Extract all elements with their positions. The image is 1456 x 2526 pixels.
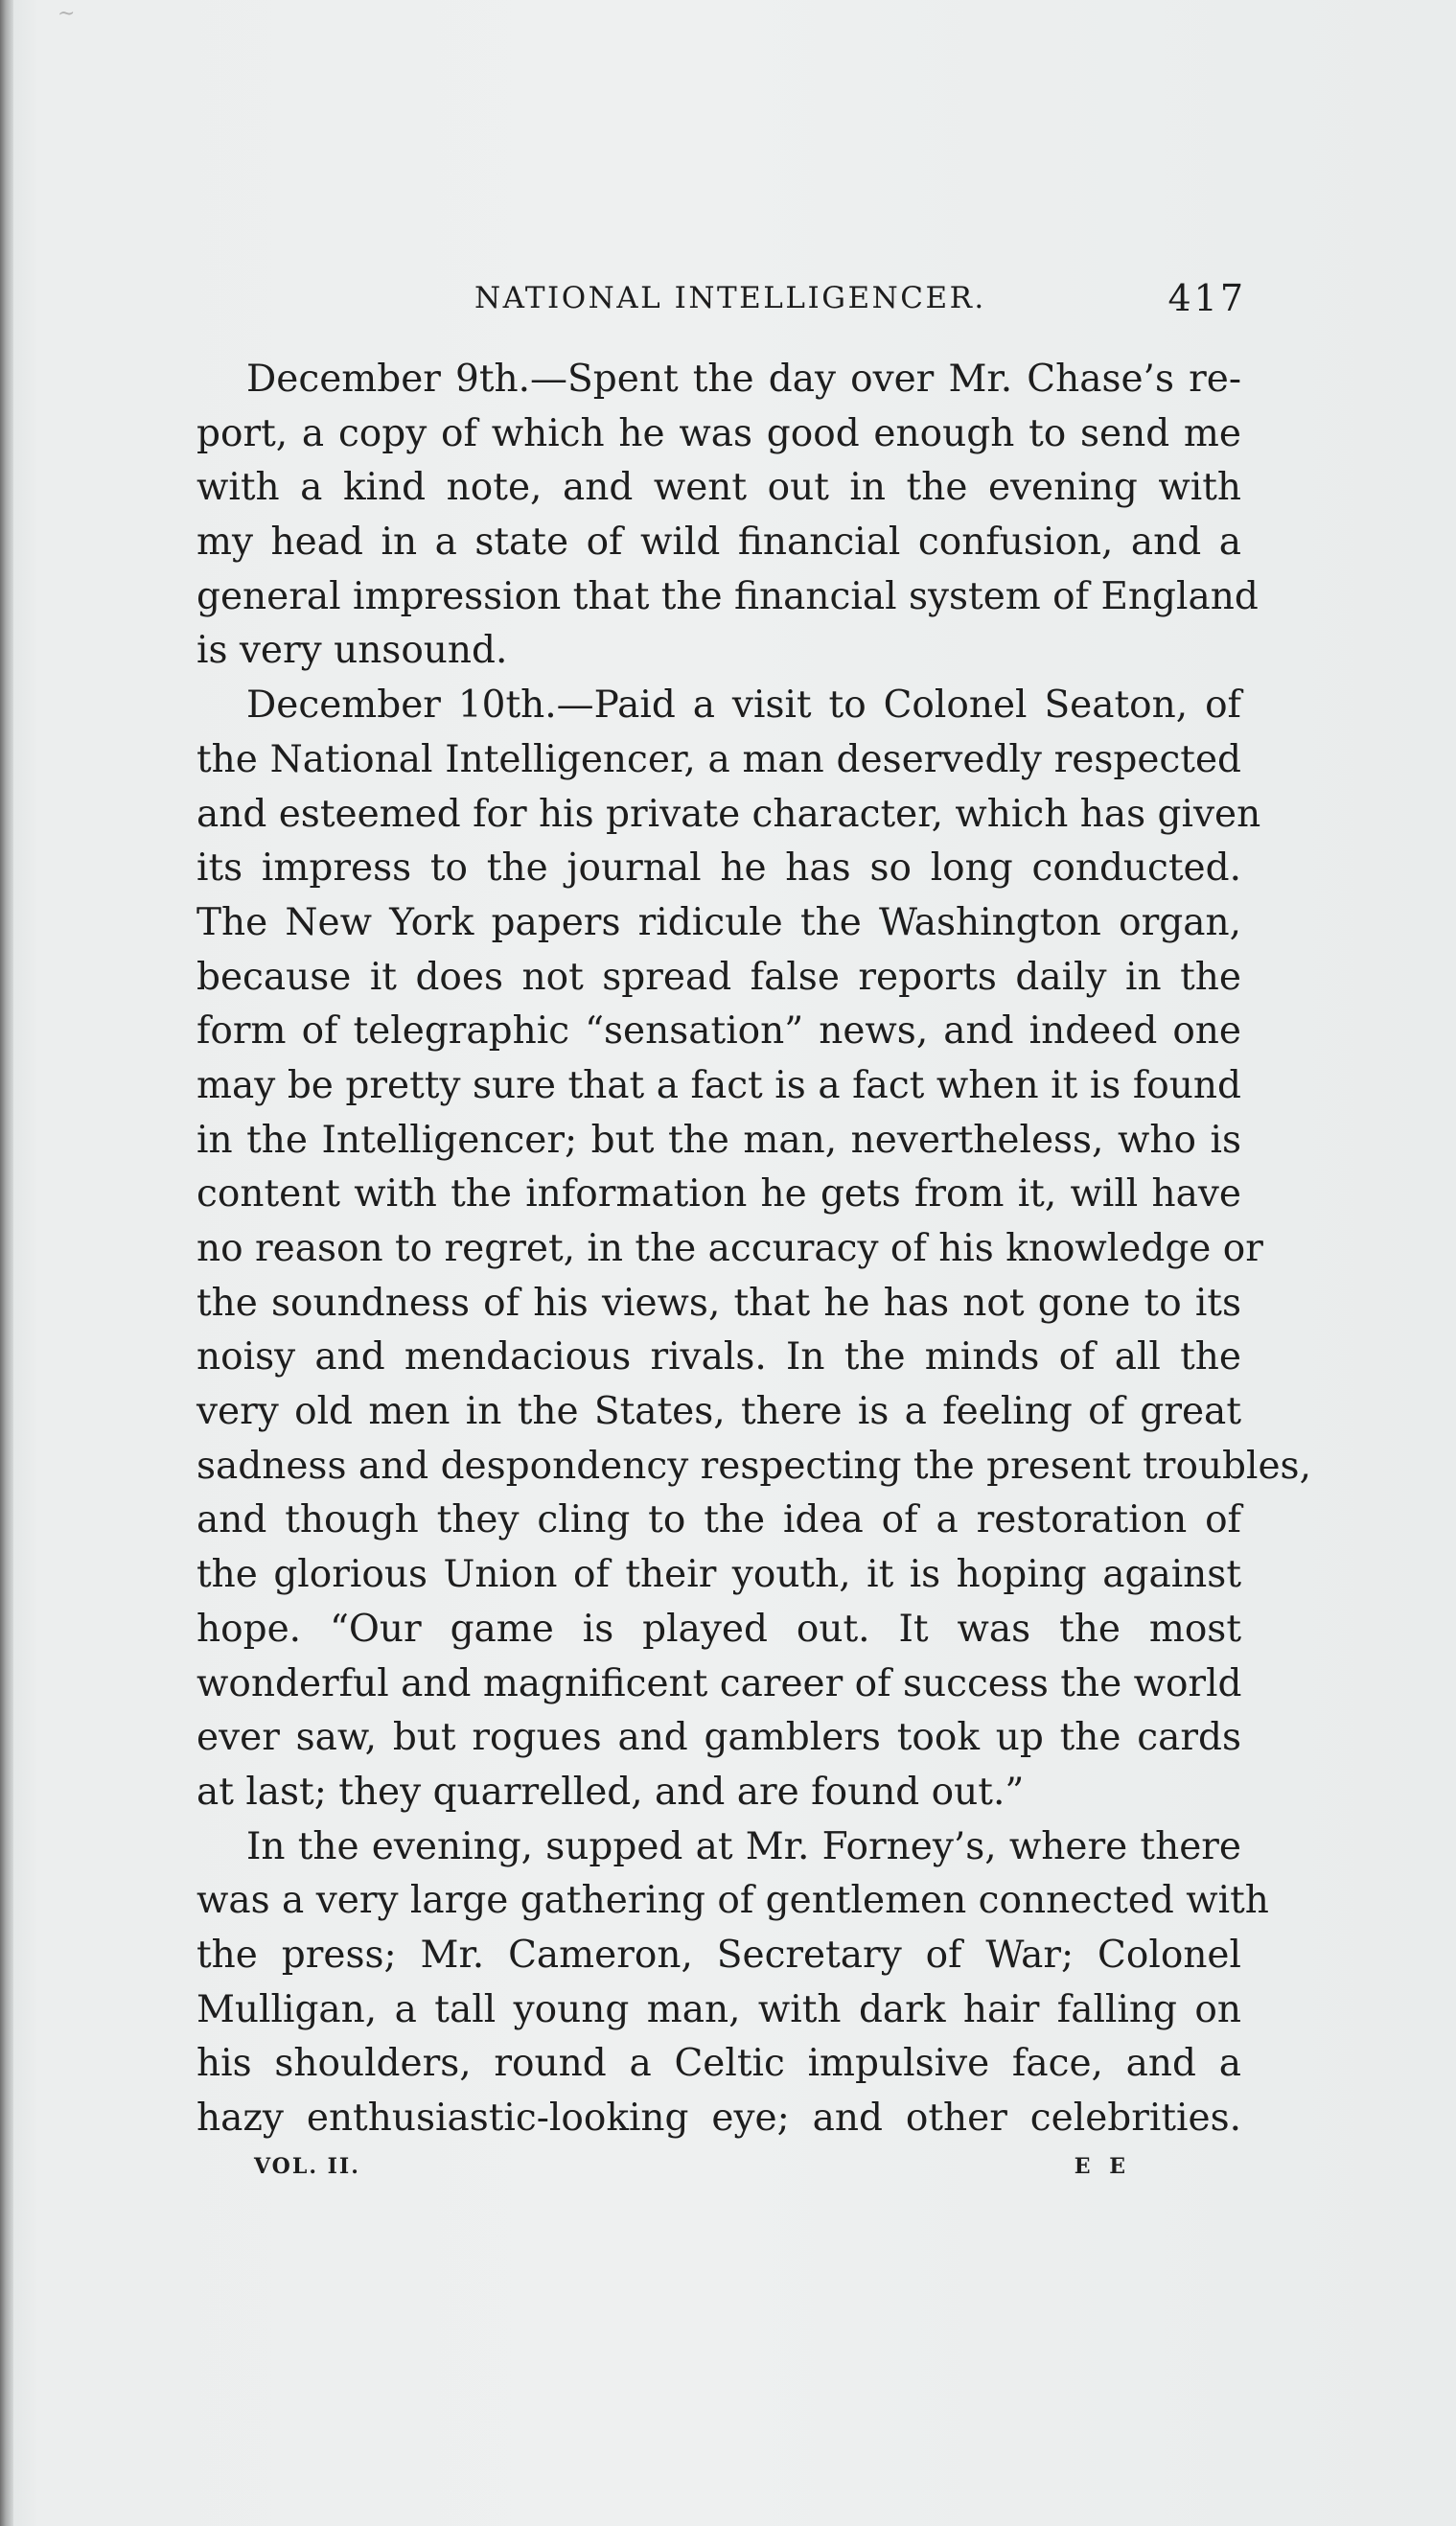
text-line: Mulligan, a tall young man, with dark hair falling on <box>196 1987 1241 2031</box>
text-line: with a kind note, and went out in the evening with <box>196 466 1241 510</box>
page-footer <box>254 2154 1131 2183</box>
text-line: form of telegraphic “sensation” news, and indeed one <box>196 1009 1241 1054</box>
volume-label: VOL. II. <box>254 2154 360 2179</box>
text-line: its impress to the journal he has so long conducted. <box>196 846 1241 891</box>
text-line: the press; Mr. Cameron, Secretary of War; Colonel <box>196 1933 1241 1977</box>
page-header <box>474 277 1246 319</box>
page-number: 417 <box>1167 277 1246 319</box>
text-line: because it does not spread false reports daily in the <box>196 955 1241 999</box>
text-line: may be pretty sure that a fact is a fact when it is found <box>196 1063 1241 1107</box>
text-line: the glorious Union of their youth, it is hoping against <box>196 1553 1241 1597</box>
text-line: ever saw, but rogues and gamblers took up the cards <box>196 1716 1241 1760</box>
text-line: port, a copy of which he was good enough to send me <box>196 411 1241 455</box>
text-line: and esteemed for his private character, which has given <box>196 792 1261 836</box>
text-line: hope. “Our game is played out. It was the most <box>196 1607 1241 1651</box>
pencil-mark-decoration: ~ <box>58 2 76 26</box>
text-line: my head in a state of wild financial confusion, and a <box>196 521 1241 565</box>
body-text <box>196 353 1311 2146</box>
text-line: sadness and despondency respecting the present troubles, <box>196 1444 1311 1488</box>
text-line: The New York papers ridicule the Washington organ, <box>196 900 1241 944</box>
text-line: very old men in the States, there is a feeling of great <box>196 1390 1241 1434</box>
text-line: hazy enthusiastic-looking eye; and other celebrities. <box>196 2097 1241 2140</box>
text-line: was a very large gathering of gentlemen connected with <box>196 1879 1269 1923</box>
text-line: his shoulders, round a Celtic impulsive face, and a <box>196 2042 1241 2086</box>
text-line: at last; they quarrelled, and are found out.” <box>196 1770 1025 1814</box>
binding-edge <box>0 0 13 2526</box>
text-line: In the evening, supped at Mr. Forney’s, where there <box>246 1824 1241 1868</box>
text-line: and though they cling to the idea of a restoration of <box>196 1498 1241 1542</box>
text-line: the soundness of his views, that he has not gone to its <box>196 1281 1241 1325</box>
text-line: December 10th.—Paid a visit to Colonel Seaton, of <box>246 684 1241 728</box>
signature-mark: E E <box>1074 2154 1131 2179</box>
text-line: December 9th.—Spent the day over Mr. Chase’s re- <box>246 358 1241 401</box>
text-line: general impression that the financial system of England <box>196 574 1259 618</box>
text-line: wonderful and magnificent career of success the world <box>196 1661 1242 1705</box>
text-line: in the Intelligencer; but the man, nevertheless, who is <box>196 1118 1241 1162</box>
text-line: no reason to regret, in the accuracy of his knowledge or <box>196 1227 1263 1270</box>
text-line: content with the information he gets from it, will have <box>196 1172 1241 1217</box>
text-line: is very unsound. <box>196 629 508 673</box>
running-head: NATIONAL INTELLIGENCER. <box>474 281 986 315</box>
text-line: the National Intelligencer, a man deservedly respected <box>196 737 1241 781</box>
text-line: noisy and mendacious rivals. In the minds of all the <box>196 1335 1241 1379</box>
